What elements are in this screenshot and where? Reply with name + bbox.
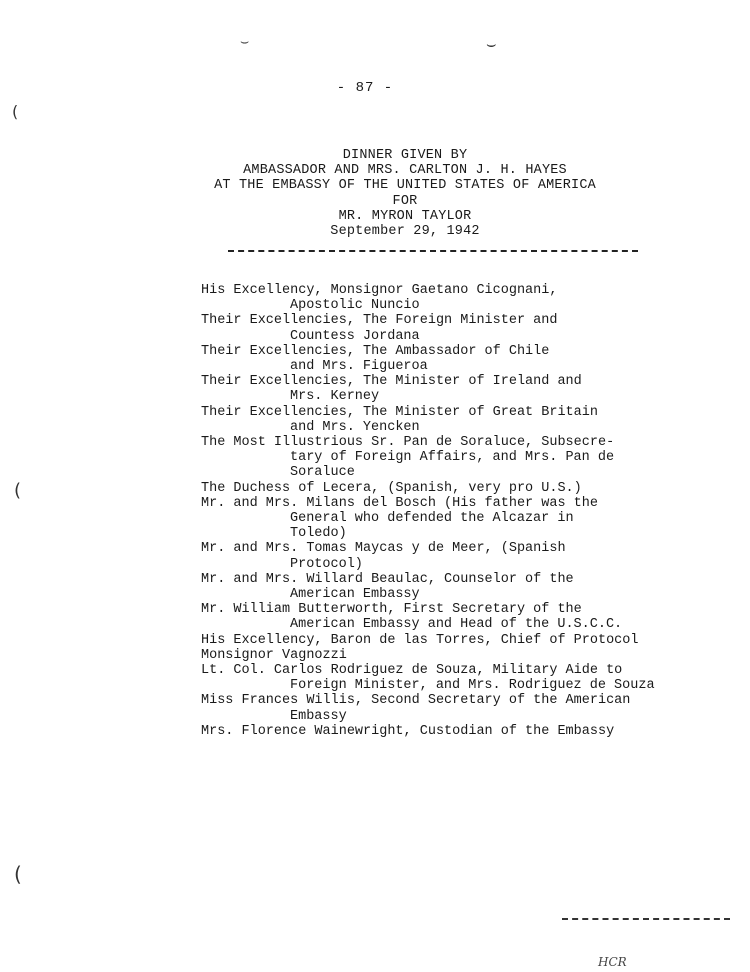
heading-line: DINNER GIVEN BY [342,148,468,163]
guest-line: His Excellency, Baron de las Torres, Chief of Protocol [201,632,639,648]
guest-entry [201,633,701,648]
guest-entry [201,481,701,496]
heading-line: AT THE EMBASSY OF THE UNITED STATES OF AMERICA [214,178,596,194]
guest-line: Miss Frances Willis, Second Secretary of the American [201,693,631,709]
guest-line: Monsignor Vagnozzi [201,647,347,663]
guest-entry [201,602,701,632]
guest-line: and Mrs. Figueroa [290,359,428,375]
guest-line: Toledo) [290,526,347,542]
handwritten-initials: HCR [598,955,627,969]
scan-mark-top-left: ⌣ [240,34,250,50]
guest-line: His Excellency, Monsignor Gaetano Cicognani, [201,283,558,298]
guest-line: Mr. and Mrs. Tomas Maycas y de Meer, (Spanish [201,541,566,557]
guest-line: Mrs. Kerney [290,389,380,405]
guest-entry [201,572,701,602]
guest-entry [201,541,701,571]
guest-entry [201,724,701,739]
dashed-separator [228,250,638,254]
guest-entry [201,693,701,723]
guest-line: Their Excellencies, The Foreign Minister and [201,313,558,329]
guest-entry [201,283,701,313]
guest-line: The Most Illustrious Sr. Pan de Soraluce, Subsecre- [201,435,615,451]
punch-hole-mark-2: ( [14,480,22,501]
guest-entry [201,663,701,693]
guest-line: and Mrs. Yencken [290,419,420,435]
guest-entry [201,374,701,404]
scan-mark-top-right: ⌣ [486,34,497,53]
guest-line: Mr. and Mrs. Milans del Bosch (His father was the [201,495,598,511]
guest-line: American Embassy and Head of the U.S.C.C. [290,617,623,633]
guest-line: Soraluce [290,465,355,481]
guest-line: Mrs. Florence Wainewright, Custodian of the Embassy [201,723,615,739]
guest-line: Their Excellencies, The Minister of Ireland and [201,374,582,390]
guest-line: Mr. and Mrs. Willard Beaulac, Counselor of the [201,571,574,587]
punch-hole-mark-1: ( [12,102,19,121]
guest-line: Foreign Minister, and Mrs. Rodriguez de Souza [290,678,655,694]
guest-line: Their Excellencies, The Ambassador of Chile [201,343,550,359]
guest-line: Mr. William Butterworth, First Secretary of the [201,602,582,618]
guest-entry [201,496,701,542]
guest-entry [201,313,701,343]
guest-line: tary of Foreign Affairs, and Mrs. Pan de [290,450,615,466]
dinner-heading [160,148,650,239]
guest-line: General who defended the Alcazar in [290,511,574,527]
heading-line: AMBASSADOR AND MRS. CARLTON J. H. HAYES [243,163,567,179]
guest-line: American Embassy [290,587,420,603]
guest-list [201,283,701,739]
heading-line: FOR [392,193,418,209]
guest-entry [201,344,701,374]
guest-line: Apostolic Nuncio [290,298,420,314]
guest-line: Lt. Col. Carlos Rodriguez de Souza, Military Aide to [201,663,623,679]
heading-line: MR. MYRON TAYLOR [338,208,472,224]
guest-entry [201,435,701,481]
guest-entry [201,648,701,663]
guest-line: The Duchess of Lecera, (Spanish, very pro U.S.) [201,480,582,496]
guest-line: Their Excellencies, The Minister of Great Britain [201,404,598,420]
page-number: - 87 - [336,80,394,96]
guest-line: Protocol) [290,556,363,572]
punch-hole-mark-3: ( [14,862,22,886]
footer-dashed-line [562,918,730,922]
guest-entry [201,405,701,435]
guest-line: Countess Jordana [290,328,420,344]
heading-line: September 29, 1942 [330,224,480,240]
guest-line: Embassy [290,708,347,724]
